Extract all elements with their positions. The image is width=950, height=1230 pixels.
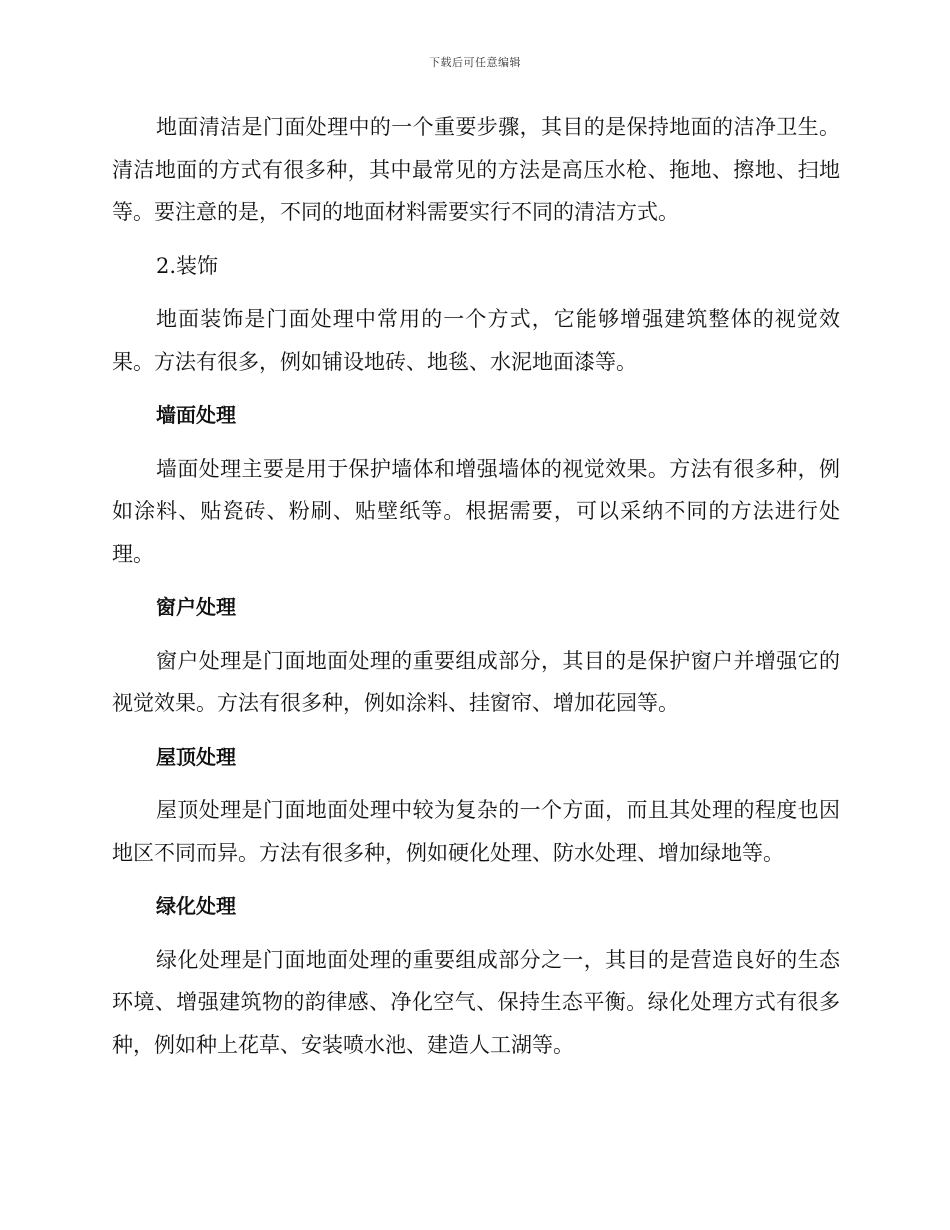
document-body — [112, 106, 840, 1077]
paragraph-greening: 绿化处理是门面地面处理的重要组成部分之一，其目的是营造良好的生态环境、增强建筑物的韵律感、净化空气、保持生态平衡。绿化处理方式有很多种，例如种上花草、安装喷水池、建造人工湖等。 — [112, 947, 840, 1057]
paragraph-window: 窗户处理是门面地面处理的重要组成部分，其目的是保护窗户并增强它的视觉效果。方法有很多种，例如涂料、挂窗帘、增加花园等。 — [112, 648, 840, 715]
paragraph-roof: 屋顶处理是门面地面处理中较为复杂的一个方面，而且其处理的程度也因地区不同而异。方法有很多种，例如硬化处理、防水处理、增加绿地等。 — [112, 798, 840, 865]
paragraph-wall: 墙面处理主要是用于保护墙体和增强墙体的视觉效果。方法有很多种，例如涂料、贴瓷砖、粉刷、贴壁纸等。根据需要，可以采纳不同的方法进行处理。 — [112, 456, 840, 566]
section-heading-wall: 墙面处理 — [156, 403, 236, 427]
page-header-note: 下载后可任意编辑 — [429, 56, 521, 69]
section-heading-roof: 屋顶处理 — [156, 744, 236, 769]
paragraph-floor-decoration: 地面装饰是门面处理中常用的一个方式，它能够增强建筑整体的视觉效果。方法有很多，例如铺设地砖、地毯、水泥地面漆等。 — [112, 307, 840, 374]
section-heading-window: 窗户处理 — [156, 595, 236, 619]
list-item-decoration: 2.装饰 — [156, 253, 219, 278]
paragraph-floor-cleaning: 地面清洁是门面处理中的一个重要步骤，其目的是保持地面的洁净卫生。清洁地面的方式有很多种，其中最常见的方法是高压水枪、拖地、擦地、扫地等。要注意的是，不同的地面材料需要实行不同的清洁方式。 — [112, 115, 840, 224]
section-heading-greening: 绿化处理 — [156, 894, 236, 918]
